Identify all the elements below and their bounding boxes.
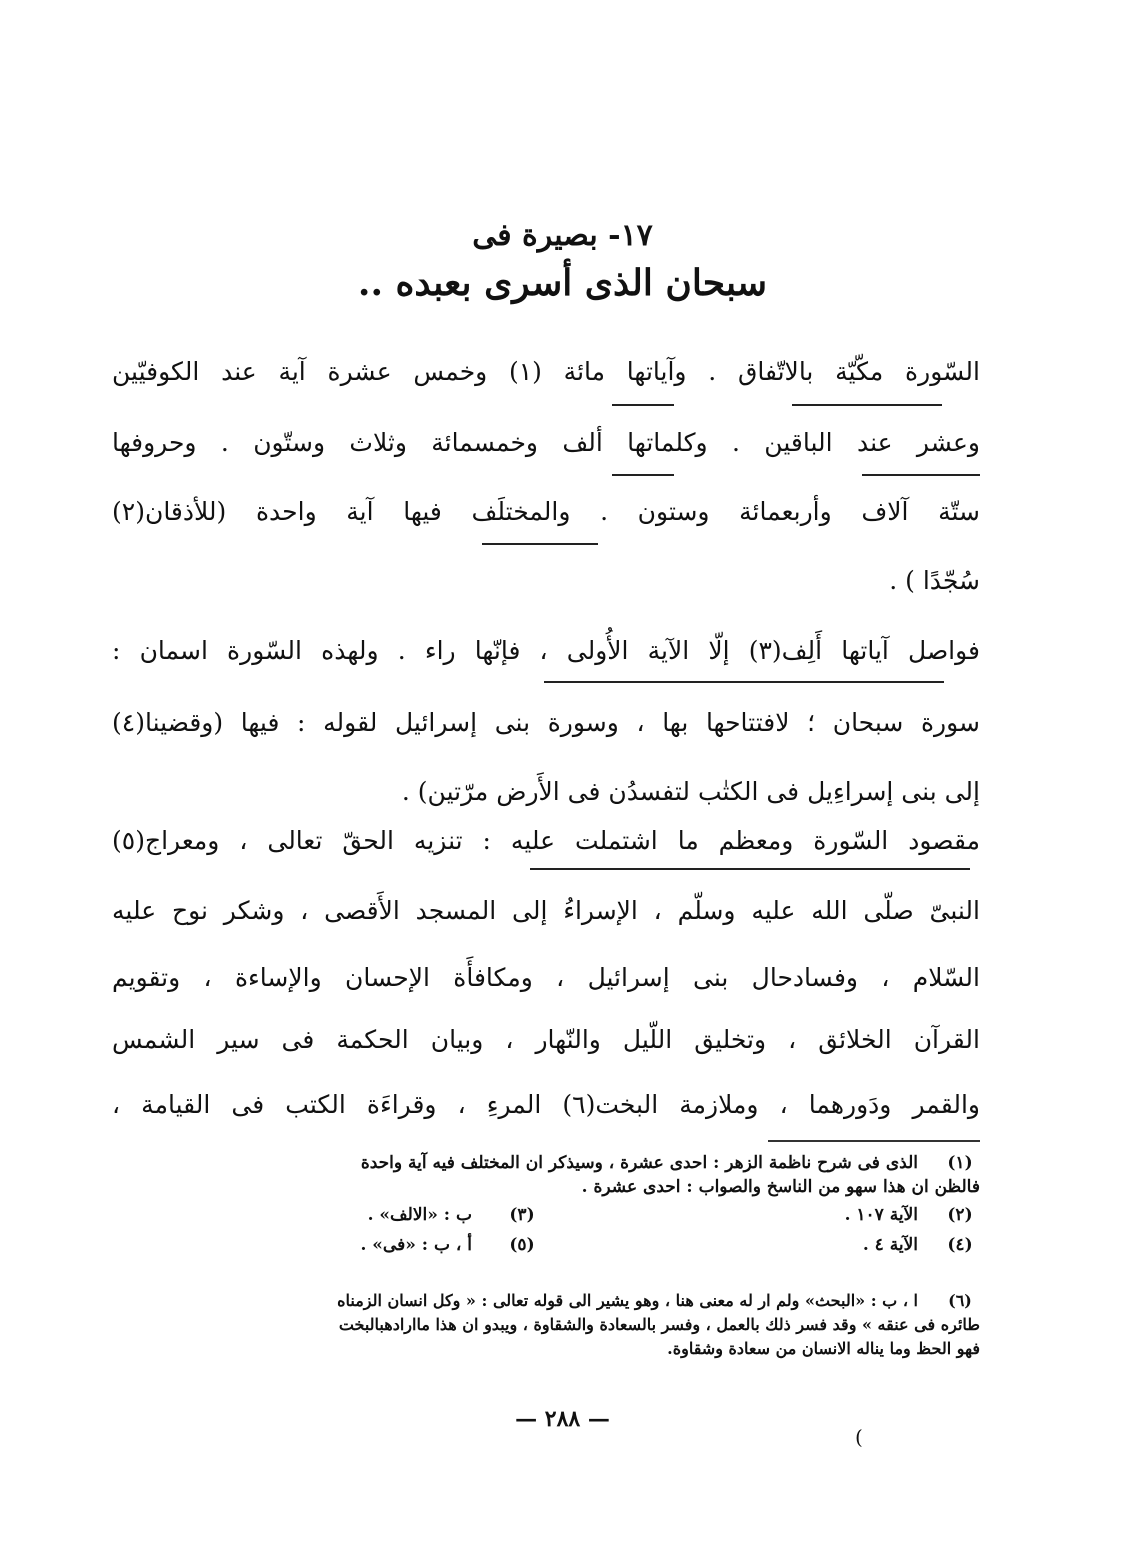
body-line-11: القرآن الخلائق ، وتخليق اللّيل والنّهار ، وبيان الحكمة فى سير الشمس <box>112 1025 980 1054</box>
body-line-3: ستّة آلاف وأربعمائة وستون . والمختلَف فيها آية واحدة (للأذقان(٢) <box>112 497 980 526</box>
body-line-8: مقصود السّورة ومعظم ما اشتملت عليه : تنزيه الحقّ تعالى ، ومعراج(٥) <box>112 826 980 855</box>
body-line-5: فواصل آياتها أَلِف(٣) إلّا الآية الأُولى ، فإنّها راء . ولهذه السّورة اسمان : <box>112 636 980 665</box>
footnote-separator <box>768 1140 980 1142</box>
footnote-6-line-2: طائره فى عنقه » وقد فسر ذلك بالعمل ، وفسر بالسعادة والشقاوة ، ويبدو ان هذا ماارادهبالبخت <box>338 1315 980 1334</box>
footnote-1-line-1: الذى فى شرح ناظمة الزهر : احدى عشرة ، وسيذكر ان المختلف فيه آية واحدة <box>360 1153 918 1173</box>
footnote-2-number: (٢) <box>947 1205 973 1225</box>
body-line-6: سورة سبحان ؛ لافتتاحها بها ، وسورة بنى إسرائيل لقوله : فيها (وقضينا(٤) <box>112 708 980 737</box>
footnote-3-text: ب : «الالف» . <box>367 1205 472 1225</box>
page-number: — ٢٨٨ — <box>515 1406 610 1432</box>
footnote-4-text: الآية ٤ . <box>862 1235 918 1255</box>
footnote-2-text: الآية ١٠٧ . <box>844 1205 918 1225</box>
footnote-5-text: أ ، ب : «فى» . <box>360 1235 472 1255</box>
body-line-7: إلى بنى إسراءِيل فى الكتٰب لتفسدُن فى الأَرض مرّتين) . <box>401 777 980 806</box>
body-line-9: النبىّ صلّى الله عليه وسلّم ، الإسراءُ إلى المسجد الأَقصى ، وشكر نوح عليه <box>112 896 980 925</box>
footnote-6-number: (٦) <box>948 1291 972 1310</box>
chapter-heading-number: ١٧- بصيرة فى <box>472 218 653 253</box>
underline-ayatuha <box>612 404 674 406</box>
body-line-10: السّلام ، وفسادحال بنى إسرائيل ، ومكافأَة الإحسان والإساءة ، وتقويم <box>112 963 980 992</box>
stray-mark: ( <box>855 1425 863 1449</box>
footnote-3-number: (٣) <box>509 1205 535 1225</box>
body-line-12: والقمر ودَورهما ، وملازمة البخت(٦) المرءِ ، وقراءَة الكتب فى القيامة ، <box>112 1090 980 1119</box>
footnote-4-number: (٤) <box>947 1235 973 1255</box>
underline-ismani <box>544 681 862 683</box>
footnote-1-number: (١) <box>947 1153 973 1173</box>
underline-makkiyya <box>792 404 942 406</box>
underline-mukhtalaf <box>482 543 598 545</box>
footnote-1-line-2: فالظن ان هذا سهو من الناسخ والصواب : احدى عشرة . <box>581 1177 980 1197</box>
chapter-heading-title: سبحان الذى أسرى بعبده .. <box>357 262 768 304</box>
body-line-1: السّورة مكّيّة بالاتّفاق . وآياتها مائة (١) وخمس عشرة آية عند الكوفيّين <box>112 357 980 386</box>
footnote-6-line-1: ا ، ب : «البحث» ولم ار له معنى هنا ، وهو يشير الى قوله تعالى : « وكل انسان الزمناه <box>337 1291 918 1310</box>
underline-kalimatuha <box>612 474 674 476</box>
footnote-6-line-3: فهو الحظ وما يناله الانسان من سعادة وشقاوة. <box>667 1339 980 1358</box>
body-line-2: وعشر عند الباقين . وكلماتها ألف وخمسمائة وثلاث وستّون . وحروفها <box>112 428 980 457</box>
footnote-5-number: (٥) <box>509 1235 535 1255</box>
body-line-4: سُجّدًا ) . <box>889 566 980 595</box>
underline-maqsud <box>530 868 970 870</box>
underline-huruf <box>862 474 980 476</box>
